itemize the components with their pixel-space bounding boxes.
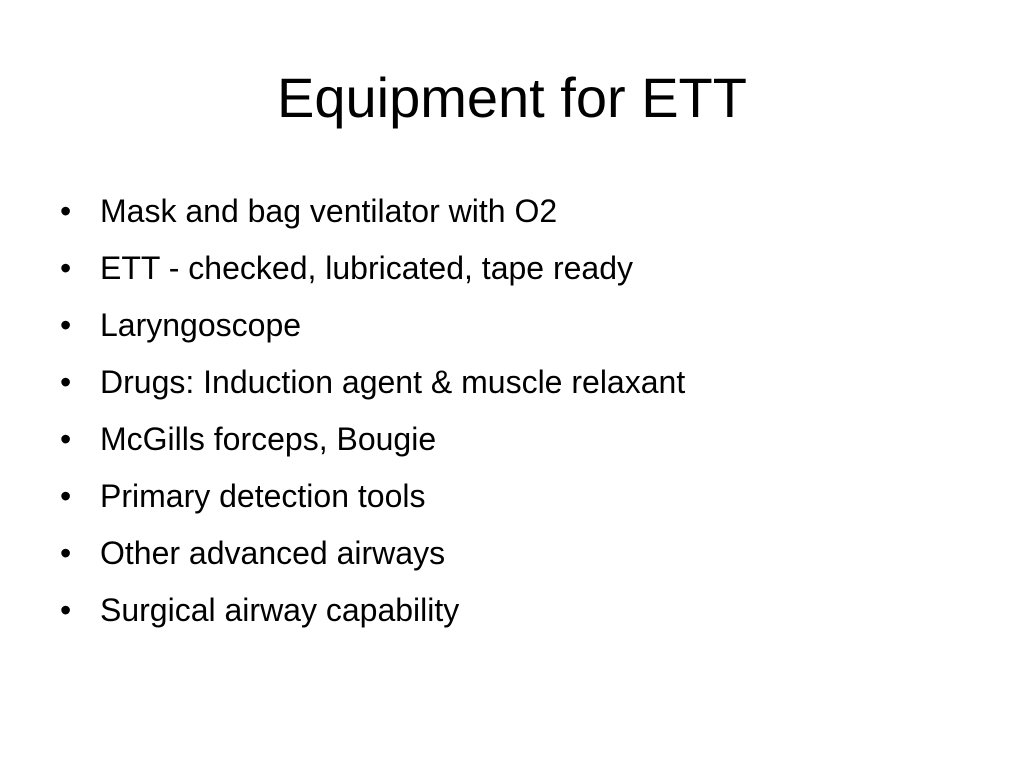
bullet-text: Laryngoscope <box>100 307 302 343</box>
bullet-item <box>60 471 685 528</box>
bullet-icon: • <box>60 592 72 628</box>
bullet-text: Mask and bag ventilator with O2 <box>100 193 558 229</box>
bullet-item <box>60 300 685 357</box>
slide-title: Equipment for ETT <box>277 66 747 129</box>
bullet-item <box>60 243 685 300</box>
bullet-icon: • <box>60 478 72 514</box>
bullet-list <box>60 186 685 642</box>
bullet-text: Primary detection tools <box>100 478 426 514</box>
bullet-text: Other advanced airways <box>100 535 446 571</box>
bullet-item <box>60 357 685 414</box>
bullet-text: Surgical airway capability <box>100 592 460 628</box>
bullet-icon: • <box>60 193 72 229</box>
bullet-item <box>60 585 685 642</box>
bullet-item <box>60 414 685 471</box>
bullet-icon: • <box>60 250 72 286</box>
bullet-item <box>60 528 685 585</box>
bullet-item <box>60 186 685 243</box>
bullet-icon: • <box>60 421 72 457</box>
bullet-text: Drugs: Induction agent & muscle relaxant <box>100 364 686 400</box>
bullet-icon: • <box>60 307 72 343</box>
bullet-text: ETT - checked, lubricated, tape ready <box>100 250 634 286</box>
bullet-icon: • <box>60 364 72 400</box>
bullet-text: McGills forceps, Bougie <box>100 421 437 457</box>
bullet-icon: • <box>60 535 72 571</box>
